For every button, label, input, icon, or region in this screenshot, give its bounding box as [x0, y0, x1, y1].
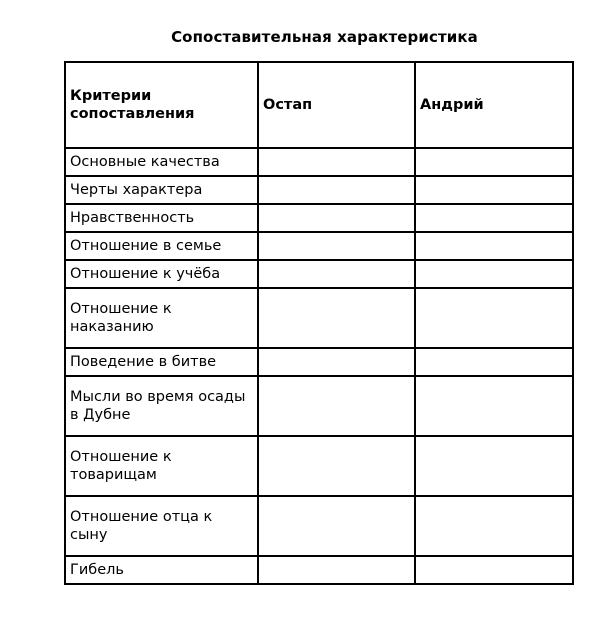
andriy-cell [415, 260, 573, 288]
criterion-cell: Поведение в битве [65, 348, 258, 376]
criterion-cell: Черты характера [65, 176, 258, 204]
ostap-cell [258, 556, 415, 584]
andriy-cell [415, 232, 573, 260]
criterion-cell: Основные качества [65, 148, 258, 176]
ostap-cell [258, 148, 415, 176]
ostap-cell [258, 176, 415, 204]
andriy-cell [415, 436, 573, 496]
ostap-cell [258, 232, 415, 260]
criterion-cell: Отношение отца к сыну [65, 496, 258, 556]
ostap-cell [258, 204, 415, 232]
table-header-row [65, 62, 573, 148]
andriy-cell [415, 148, 573, 176]
table-row [65, 148, 573, 176]
ostap-cell [258, 348, 415, 376]
criterion-cell: Отношение в семье [65, 232, 258, 260]
andriy-cell [415, 556, 573, 584]
header-ostap: Остап [258, 62, 415, 148]
ostap-cell [258, 436, 415, 496]
criterion-cell: Гибель [65, 556, 258, 584]
ostap-cell [258, 376, 415, 436]
table-row [65, 288, 573, 348]
andriy-cell [415, 376, 573, 436]
table-row [65, 376, 573, 436]
andriy-cell [415, 348, 573, 376]
andriy-cell [415, 176, 573, 204]
table-row [65, 436, 573, 496]
criterion-cell: Отношение к наказанию [65, 288, 258, 348]
andriy-cell [415, 496, 573, 556]
criterion-cell: Нравственность [65, 204, 258, 232]
andriy-cell [415, 288, 573, 348]
table-row [65, 176, 573, 204]
table-row [65, 348, 573, 376]
table-row [65, 204, 573, 232]
ostap-cell [258, 288, 415, 348]
criterion-cell: Отношение к товарищам [65, 436, 258, 496]
comparison-table [64, 61, 574, 585]
criterion-cell: Отношение к учёба [65, 260, 258, 288]
header-criteria: Критерии сопоставления [65, 62, 258, 148]
andriy-cell [415, 204, 573, 232]
table-row [65, 496, 573, 556]
ostap-cell [258, 496, 415, 556]
table-row [65, 260, 573, 288]
table-row [65, 232, 573, 260]
ostap-cell [258, 260, 415, 288]
criterion-cell: Мысли во время осады в Дубне [65, 376, 258, 436]
header-andriy: Андрий [415, 62, 573, 148]
page-title: Сопоставительная характеристика [171, 28, 478, 46]
table-row [65, 556, 573, 584]
